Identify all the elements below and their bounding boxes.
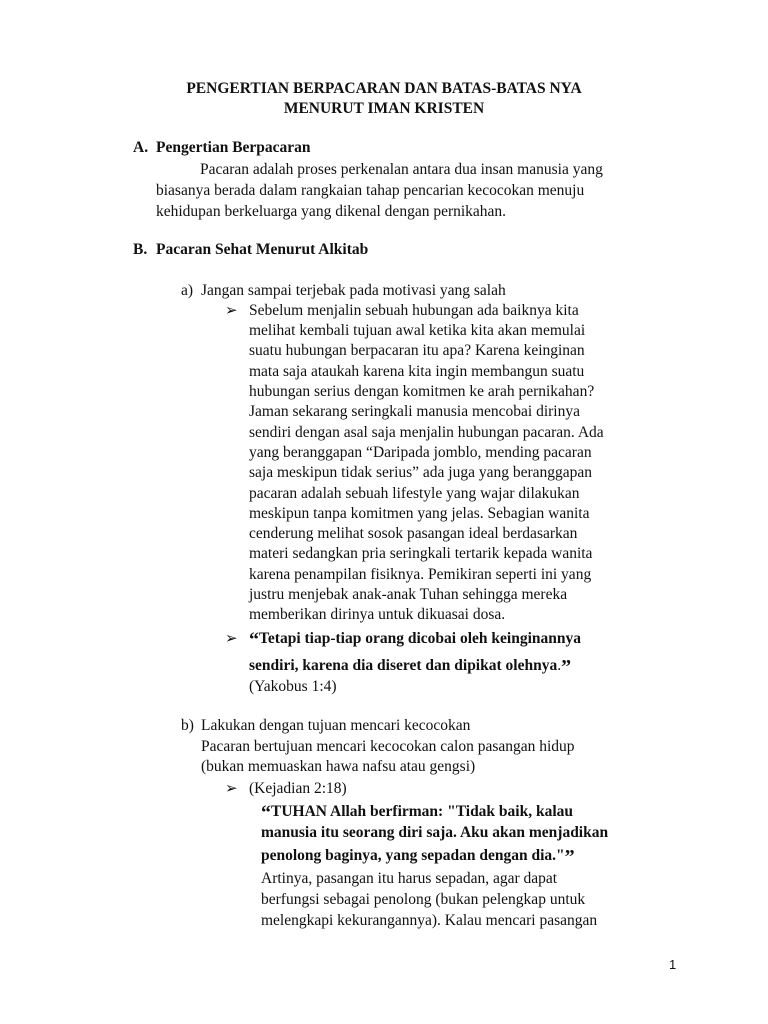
section-a-paragraph-line: biasanya berada dalam rangkaian tahap pencarian kecocokan menuju — [156, 182, 585, 199]
item-b-after-line: berfungsi sebagai penolong (bukan pelengkap untuk — [261, 891, 586, 908]
item-a-quote-line-2 — [249, 656, 571, 677]
item-a-bullet-line: yang beranggapan “Daripada jomblo, mending pacaran — [249, 444, 592, 461]
item-a-bullet-line: melihat kembali tujuan awal ketika kita akan memulai — [249, 322, 586, 339]
section-b-marker: B. — [133, 241, 148, 258]
item-a-bullet-line: cenderung melihat sosok pasangan ideal berdasarkan — [249, 525, 578, 542]
item-a-bullet-line: saja meskipun tidak serius” ada juga yang beranggapan — [249, 464, 593, 481]
quote-period: . — [557, 657, 562, 674]
item-a-quote-line-1 — [249, 629, 581, 650]
item-a-bullet-line: suatu hubungan berpacaran itu apa? Karena keinginan — [249, 342, 585, 359]
arrow-bullet-icon: ➢ — [225, 303, 238, 319]
item-a-bullet-line: Sebelum menjalin sebuah hubungan ada baiknya kita — [249, 302, 579, 319]
section-a-heading: Pengertian Berpacaran — [156, 139, 311, 156]
arrow-bullet-icon: ➢ — [225, 781, 238, 797]
item-b-heading: Lakukan dengan tujuan mencari kecocokan — [201, 717, 471, 734]
close-quote-mark: ” — [564, 846, 575, 868]
arrow-bullet-icon: ➢ — [225, 631, 238, 647]
quote-text: TUHAN Allah berfirman: "Tidak baik, kalau — [271, 803, 574, 820]
document-title-line-1: PENGERTIAN BERPACARAN DAN BATAS-BATAS NYA — [186, 80, 582, 97]
item-b-after-line: Artinya, pasangan itu harus sepadan, agar dapat — [261, 870, 558, 887]
item-a-heading: Jangan sampai terjebak pada motivasi yang salah — [201, 282, 506, 299]
item-b-after-line: melengkapi kekurangannya). Kalau mencari pasangan — [261, 912, 598, 929]
quote-text: penolong baginya, yang sepadan dengan dia." — [261, 847, 565, 864]
quote-text: sendiri, karena dia diseret dan dipikat olehnya — [249, 657, 558, 674]
document-title-line-2: MENURUT IMAN KRISTEN — [283, 100, 485, 117]
item-a-bullet-line: memberikan dirinya untuk dikuasai dosa. — [249, 606, 506, 623]
item-a-bullet-line: pacaran adalah sebuah lifestyle yang wajar dilakukan — [249, 485, 580, 502]
close-quote-mark: ” — [561, 656, 572, 678]
item-b-marker: b) — [181, 717, 194, 734]
page-number: 1 — [669, 957, 677, 972]
quote-text: Tetapi tiap-tiap orang dicobai oleh keinginannya — [259, 630, 581, 647]
item-b-line: Pacaran bertujuan mencari kecocokan calon pasangan hidup — [201, 738, 575, 755]
item-a-bullet-line: materi sedangkan pria seringkali tertarik kepada wanita — [249, 545, 593, 562]
item-b-bullet-reference: (Kejadian 2:18) — [249, 780, 347, 797]
open-quote-mark: “ — [249, 629, 259, 651]
item-b-line: (bukan memuaskan hawa nafsu atau gengsi) — [201, 758, 476, 775]
section-a-paragraph-line: kehidupan berkeluarga yang dikenal dengan pernikahan. — [156, 203, 507, 220]
item-a-bullet-line: sendiri dengan asal saja menjalin hubungan pacaran. Ada — [249, 424, 604, 441]
open-quote-mark: “ — [261, 802, 271, 824]
item-b-quote-line-1 — [261, 802, 573, 823]
item-b-quote-line-3 — [261, 846, 575, 867]
item-a-marker: a) — [181, 282, 194, 299]
item-a-bullet-line: Jaman sekarang seringkali manusia mencobai dirinya — [249, 403, 580, 420]
item-a-bullet-line: mata saja ataukah karena kita ingin membangun suatu — [249, 363, 585, 380]
item-b-quote-line-2: manusia itu seorang diri saja. Aku akan menjadikan — [261, 824, 609, 841]
section-a-paragraph-line: Pacaran adalah proses perkenalan antara dua insan manusia yang — [200, 161, 603, 178]
section-b-heading: Pacaran Sehat Menurut Alkitab — [156, 241, 369, 258]
item-a-quote-reference: (Yakobus 1:4) — [249, 678, 337, 695]
item-a-bullet-line: meskipun tanpa komitmen yang jelas. Sebagian wanita — [249, 505, 590, 522]
item-a-bullet-line: hubungan serius dengan komitmen ke arah pernikahan? — [249, 383, 595, 400]
section-a-marker: A. — [133, 139, 149, 156]
item-a-bullet-line: justru menjebak anak-anak Tuhan sehingga mereka — [249, 586, 568, 603]
item-a-bullet-line: karena penampilan fisiknya. Pemikiran seperti ini yang — [249, 566, 592, 583]
